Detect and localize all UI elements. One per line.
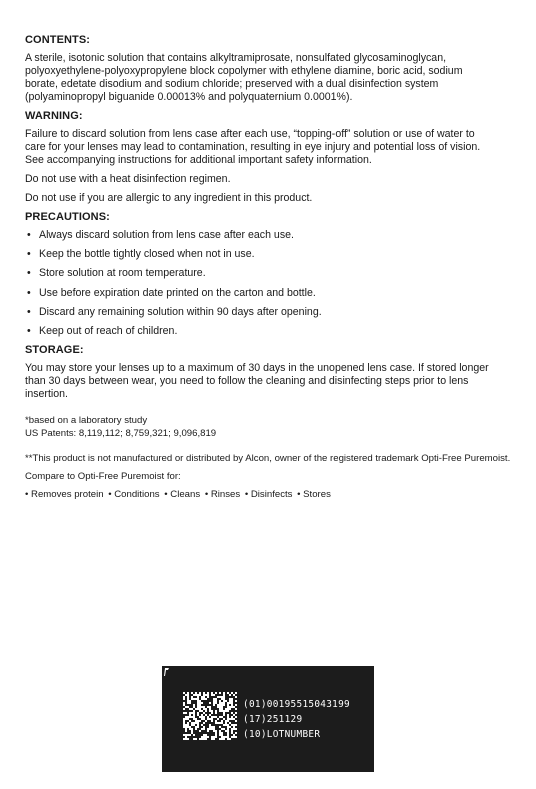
- patents-text: US Patents: 8,119,112; 8,759,321; 9,096,819: [25, 428, 217, 440]
- contents-line: polyoxyethylene-polyoxypropylene block copolymer with ethylene diamine, boric acid, sodium: [25, 65, 463, 77]
- precaution-text: Store solution at room temperature.: [39, 267, 206, 280]
- contents-heading: CONTENTS:: [25, 34, 91, 46]
- precautions-heading: PRECAUTIONS:: [25, 211, 110, 223]
- list-item: [25, 229, 517, 242]
- feature-item: • Rinses: [204, 489, 241, 501]
- precaution-text: Discard any remaining solution within 90 days after opening.: [39, 305, 322, 318]
- warning-heading: WARNING:: [25, 110, 83, 122]
- storage-line: than 30 days between wear, you need to follow the cleaning and disinfecting steps prior to lens: [25, 375, 469, 388]
- feature-item: • Removes protein: [25, 489, 104, 501]
- storage-line: insertion.: [25, 388, 68, 401]
- warning-line: care for your lenses may lead to contamination, resulting in eye injury and potential loss of vision.: [25, 141, 481, 153]
- list-item: [25, 325, 517, 338]
- warning-line: Failure to discard solution from lens case after each use, “topping-off” solution or use of water to: [25, 128, 475, 140]
- feature-item: • Stores: [297, 489, 331, 501]
- feature-item: • Conditions: [108, 489, 160, 501]
- compare-text: Compare to Opti-Free Puremoist for:: [25, 471, 181, 483]
- list-item: [25, 267, 517, 280]
- precaution-text: Keep the bottle tightly closed when not in use.: [39, 248, 255, 261]
- lab-footnote: *based on a laboratory study: [25, 415, 148, 427]
- precaution-text: Always discard solution from lens case after each use.: [39, 229, 294, 241]
- storage-heading: STORAGE:: [25, 344, 84, 357]
- contents-line: borate, edetate disodium and sodium chloride; preserved with a dual disinfection system: [25, 78, 439, 90]
- contents-line: (polyaminopropyl biguanide 0.00013% and polyquaternium 0.0001%).: [25, 91, 353, 103]
- corner-mark-icon: [164, 668, 170, 676]
- bullet: •: [27, 324, 31, 337]
- udi-lot: (10)LOTNUMBER: [243, 729, 321, 740]
- warning-line: See accompanying instructions for additional important safety information.: [25, 154, 372, 166]
- warning-note-heat: Do not use with a heat disinfection regimen.: [25, 173, 231, 185]
- bullet: •: [27, 267, 31, 280]
- feature-item: • Disinfects: [244, 489, 293, 501]
- trademark-disclaimer: **This product is not manufactured or distributed by Alcon, owner of the registered trademark Opti-Free Puremoist.: [25, 453, 511, 465]
- udi-expiry: (17)251129: [243, 714, 303, 725]
- bullet: •: [27, 248, 31, 261]
- bullet: •: [27, 305, 31, 318]
- datamatrix-barcode-icon: [181, 692, 237, 742]
- storage-line: You may store your lenses up to a maximum of 30 days in the unopened lens case. If stored longer: [25, 362, 489, 375]
- precaution-text: Use before expiration date printed on the carton and bottle.: [39, 286, 316, 299]
- feature-item: • Cleans: [164, 489, 201, 501]
- storage-text: [25, 362, 517, 401]
- warning-text: [25, 128, 517, 167]
- contents-text: [25, 52, 517, 104]
- precautions-list: [25, 229, 517, 338]
- contents-line: A sterile, isotonic solution that contains alkyltramiprosate, nonsulfated glycosaminoglycan,: [25, 52, 447, 64]
- precaution-text: Keep out of reach of children.: [39, 324, 178, 337]
- warning-note-allergy: Do not use if you are allergic to any ingredient in this product.: [25, 192, 313, 204]
- list-item: [25, 287, 517, 300]
- list-item: [25, 306, 517, 319]
- list-item: [25, 248, 517, 261]
- udi-gtin: (01)00195515043199: [243, 699, 350, 710]
- product-insert: [25, 34, 517, 501]
- bullet: •: [27, 286, 31, 299]
- bullet: •: [27, 229, 31, 241]
- feature-list: [25, 488, 517, 501]
- udi-text: [243, 697, 350, 742]
